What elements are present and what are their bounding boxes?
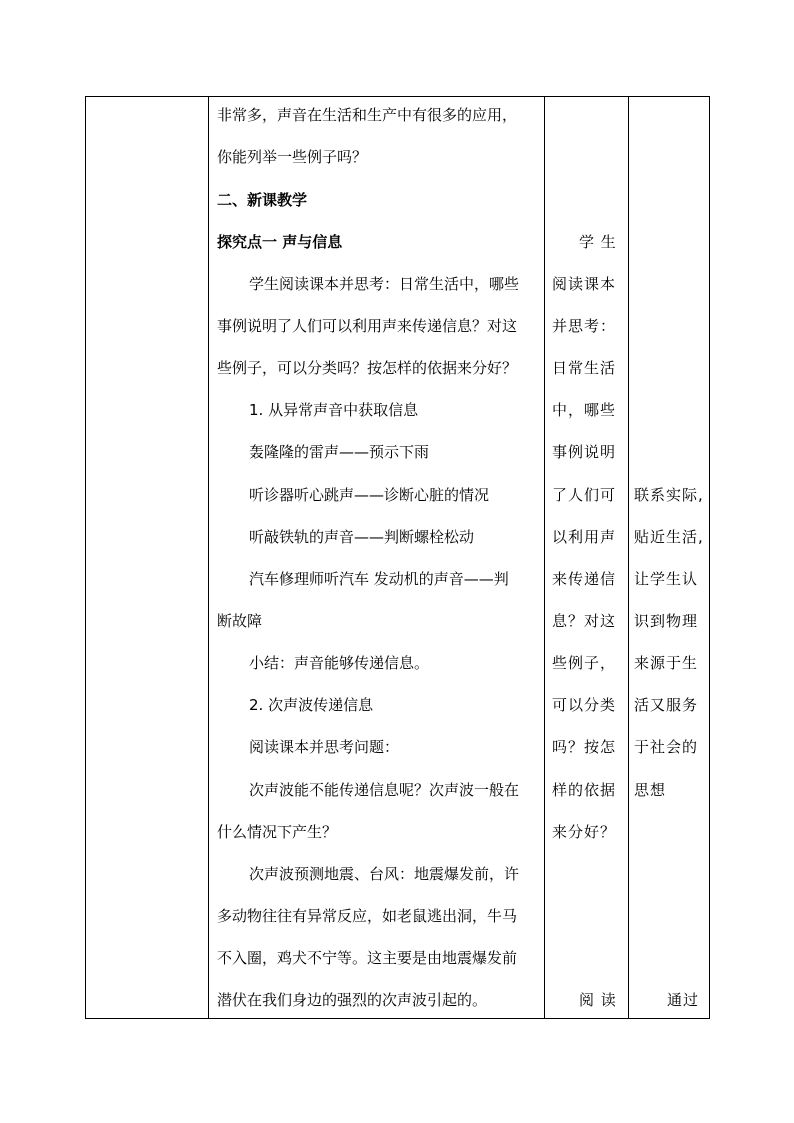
content-line: 轰隆隆的雷声——预示下雨 bbox=[249, 443, 430, 461]
intent-line: 来源于生 bbox=[634, 654, 699, 672]
teaching-content-cell bbox=[209, 97, 545, 1019]
content-line: 你能列举一些例子吗？ bbox=[217, 148, 368, 166]
student-line: 了人们可 bbox=[552, 486, 617, 504]
section-heading: 二、新课教学 bbox=[217, 191, 308, 209]
table-row bbox=[86, 97, 710, 1019]
intent-line: 通过 bbox=[667, 991, 700, 1009]
student-line: 样的依据 bbox=[552, 781, 617, 799]
blank-column-cell bbox=[86, 97, 209, 1019]
intent-line: 思想 bbox=[634, 781, 667, 799]
content-line: 次声波能不能传递信息呢？次声波一般在 bbox=[249, 781, 520, 799]
content-line: 些例子，可以分类吗？按怎样的依据来分好？ bbox=[217, 359, 518, 377]
content-line: 听敲铁轨的声音——判断螺栓松动 bbox=[249, 528, 475, 546]
intent-line: 贴近生活, bbox=[634, 528, 704, 546]
content-line: 听诊器听心跳声——诊断心脏的情况 bbox=[249, 486, 490, 504]
intent-line: 于社会的 bbox=[634, 738, 699, 756]
subsection-heading: 探究点一 声与信息 bbox=[217, 233, 343, 251]
content-line: 阅读课本并思考问题： bbox=[249, 738, 400, 756]
content-line: 不入圈，鸡犬不宁等。这主要是由地震爆发前 bbox=[217, 949, 518, 967]
student-line: 息？对这 bbox=[552, 612, 617, 630]
student-line: 中，哪些 bbox=[552, 401, 617, 419]
content-line: 汽车修理师听汽车 发动机的声音——判 bbox=[249, 570, 509, 588]
student-line: 事例说明 bbox=[552, 443, 617, 461]
content-line: 多动物往往有异常反应，如老鼠逃出洞，牛马 bbox=[217, 907, 518, 925]
lesson-plan-table bbox=[85, 96, 710, 1019]
content-line: 断故障 bbox=[217, 612, 263, 630]
content-line: 潜伏在我们身边的强烈的次声波引起的。 bbox=[217, 991, 488, 1009]
summary-line: 小结：声音能够传递信息。 bbox=[249, 654, 430, 672]
student-line: 来分好？ bbox=[552, 823, 617, 841]
student-line: 阅读课本 bbox=[552, 275, 617, 293]
student-activity-cell bbox=[545, 97, 629, 1019]
student-line: 日常生活 bbox=[552, 359, 617, 377]
student-line: 阅 读 bbox=[579, 991, 617, 1009]
list-heading: 1. 从异常声音中获取信息 bbox=[249, 401, 419, 419]
list-heading: 2. 次声波传递信息 bbox=[249, 696, 374, 714]
student-line: 以利用声 bbox=[552, 528, 617, 546]
content-line: 什么情况下产生？ bbox=[217, 823, 338, 841]
student-line: 并思考： bbox=[552, 317, 617, 335]
student-line: 来传递信 bbox=[552, 570, 617, 588]
content-line: 非常多，声音在生活和生产中有很多的应用， bbox=[217, 106, 518, 124]
student-line: 学 生 bbox=[579, 233, 617, 251]
design-intent-cell bbox=[629, 97, 710, 1019]
intent-line: 识到物理 bbox=[634, 612, 699, 630]
intent-line: 联系实际, bbox=[634, 486, 704, 504]
intent-line: 活又服务 bbox=[634, 696, 699, 714]
intent-line: 让学生认 bbox=[634, 570, 699, 588]
content-line: 事例说明了人们可以利用声来传递信息？对这 bbox=[217, 317, 518, 335]
student-line: 吗？按怎 bbox=[552, 738, 617, 756]
student-line: 可以分类 bbox=[552, 696, 617, 714]
content-line: 学生阅读课本并思考：日常生活中，哪些 bbox=[249, 275, 520, 293]
student-line: 些例子， bbox=[552, 654, 617, 672]
content-line: 次声波预测地震、台风：地震爆发前，许 bbox=[249, 865, 520, 883]
